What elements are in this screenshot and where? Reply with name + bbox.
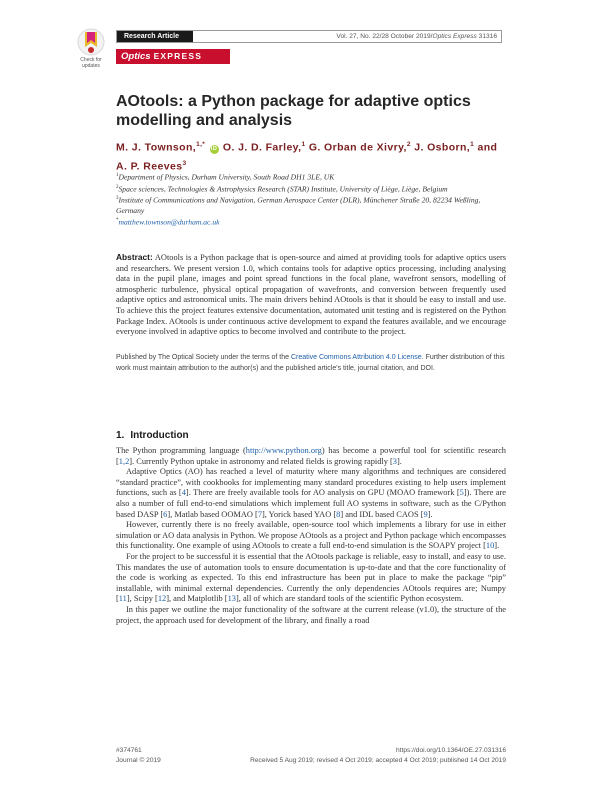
- author-affil-sup: 2: [406, 141, 411, 148]
- abstract-text: AOtools is a Python package that is open-source and aimed at providing tools for adaptive optics users and researchers. We present version 1.0, which contains tools for adaptive optics processing, including analysing data in the pupil plane, images and point spread functions in the focal plane, wavefront sensors, modelling of atmospheric turbulence, physical optical propagation of wavefronts, and conversion between frequently used adaptive optics and astronomical units. The main drivers behind AOtools is that it should be easy to install and use. To achieve this the project features extensive documentation, automated unit testing and is registered on the Python Package Index. AOtools is under continuous active development to expand the features available, and we encourage everyone involved in adaptive optics to become involved and contribute to the project.: [116, 253, 506, 337]
- citation-link[interactable]: 8: [336, 509, 341, 519]
- author-affil-sup: 1,*: [196, 141, 206, 148]
- paragraph: However, currently there is no freely available, open-source tool which implements a library for use in either simulation or AO data analysis in Python. We propose AOtools as a project and Python package which encompasses this functionality. One example of using AOtools to create a full end-to-end simulation is the SOAPY project [10].: [116, 520, 506, 551]
- citation-link[interactable]: 11: [118, 594, 127, 604]
- article-type-label: Research Article: [117, 31, 193, 42]
- logo-word-express: EXPRESS: [153, 51, 203, 61]
- citation-link[interactable]: 12: [157, 594, 167, 604]
- footer-left: [116, 746, 161, 765]
- affiliation-item: $^1$Department of Physics, Durham University, South Road DH1 3LE, UK: [116, 172, 335, 182]
- author-name: and A. P. Reeves: [116, 141, 498, 173]
- publication-dates: Received 5 Aug 2019; revised 4 Oct 2019; accepted 4 Oct 2019; published 14 Oct 2019: [250, 756, 506, 764]
- citation-link[interactable]: 1,2: [118, 456, 130, 466]
- author-name: J. Osborn,: [414, 141, 471, 154]
- bookmark-icon: [76, 27, 106, 57]
- corresponding-email: *matthew.townson@durham.ac.uk: [116, 217, 220, 227]
- url-link[interactable]: http://www.python.org: [245, 446, 322, 455]
- citation-link[interactable]: 5: [459, 488, 464, 498]
- citation-journal: Optics Express: [432, 33, 477, 40]
- author-name: G. Orban de Xivry,: [308, 141, 407, 154]
- citation-volume: Vol. 27, No. 22/28 October 2019/: [336, 33, 433, 40]
- paragraph: For the project to be successful it is essential that the AOtools package is reliable, easy to install, and easy to use. This mandates the use of automation tools to ensure documentation is up-to-date and that the core functionality of the code is working as expected. To this end infrastructure has been put in place to make the package “pip” installable, with minimal external dependencies. Currently the only dependencies AOtools requires are; Numpy [11], Scipy [12], and Matplotlib [13], all of which are standard tools of the scientific Python ecosystem.: [116, 551, 506, 604]
- check-for-updates-badge[interactable]: [76, 27, 106, 69]
- journal-logo: [116, 49, 230, 64]
- copyright: Journal © 2019: [116, 756, 161, 764]
- footer-right: [250, 746, 506, 765]
- email-link[interactable]: matthew.townson@durham.ac.uk: [118, 217, 220, 227]
- section-title: Introduction: [130, 430, 189, 441]
- citation-link[interactable]: 10: [485, 541, 495, 551]
- author-name: O. J. D. Farley,: [222, 141, 302, 154]
- citation-link[interactable]: 4: [181, 488, 186, 498]
- doi-link[interactable]: https://doi.org/10.1364/OE.27.031316: [396, 747, 506, 754]
- author-affil-sup: 3: [182, 160, 187, 167]
- affiliation-item: $^2$Space sciences, Technologies & Astrophysics Research (STAR) Institute, University of Liège, Liège, Belgium: [116, 184, 448, 194]
- citation-link[interactable]: 9: [423, 509, 428, 519]
- author-affil-sup: 1: [301, 141, 306, 148]
- paragraph: Adaptive Optics (AO) has reached a level of maturity where many algorithms and techniques are considered “standard practice”, with cookbooks for implementing many standard procedures existing to help users implement functions, such as [4]. There are freely available tools for AO analysis on GPU (MOAO framework [5]). There are also a number of full end-to-end simulations which implement full AO systems in software, such as the C/Python based DASP [6], Matlab based OOMAO [7], Yorick based YAO [8] and IDL based CAOS [9].: [116, 467, 506, 519]
- logo-word-optics: Optics: [121, 51, 151, 62]
- body-text: [116, 446, 506, 626]
- badge-line-1: Check for: [80, 57, 102, 63]
- orcid-icon[interactable]: iD: [210, 145, 218, 152]
- paragraph: The Python programming language (http://www.python.org) has become a powerful tool for scientific research [1,2]. Currently Python uptake in astronomy and related fields is growing rapidly [3].: [116, 446, 506, 466]
- author-affil-sup: 1: [470, 141, 475, 148]
- manuscript-id: #374761: [116, 747, 142, 754]
- abstract: [116, 252, 506, 338]
- badge-line-2: updates: [82, 62, 100, 69]
- citation-link[interactable]: 3: [392, 456, 397, 466]
- author-list: [116, 137, 506, 175]
- citation-link[interactable]: 13: [227, 594, 236, 604]
- paragraph: In this paper we outline the major functionality of the software at the current release (v1.0), the structure of the project, the approach used for development of the library, and finally a road: [116, 604, 506, 625]
- affiliations: [116, 171, 506, 227]
- license-notice: Published by The Optical Society under the terms of the Creative Commons Attribution 4.0 License. Further distribution of this work must maintain attribution to the author(s) and the published article's title, journal citation, and DOI.: [116, 354, 505, 372]
- citation-page: 31316: [478, 33, 497, 40]
- citation-link[interactable]: 6: [163, 509, 168, 519]
- citation-line: [193, 31, 501, 42]
- author-name: M. J. Townson,: [116, 141, 197, 154]
- affiliation-item: $^3$Institute of Communications and Navigation, German Aerospace Center (DLR), Münchener Straße 20, 82234 Weßling, Germany: [116, 195, 481, 215]
- citation-link[interactable]: 7: [257, 509, 263, 519]
- abstract-label: Abstract:: [116, 252, 153, 262]
- section-number: 1.: [116, 430, 125, 441]
- section-heading: [116, 430, 189, 441]
- paper-title: AOtools: a Python package for adaptive optics modelling and analysis: [116, 93, 471, 129]
- license-link[interactable]: Creative Commons Attribution 4.0 License: [290, 354, 422, 361]
- article-header-bar: [116, 30, 502, 43]
